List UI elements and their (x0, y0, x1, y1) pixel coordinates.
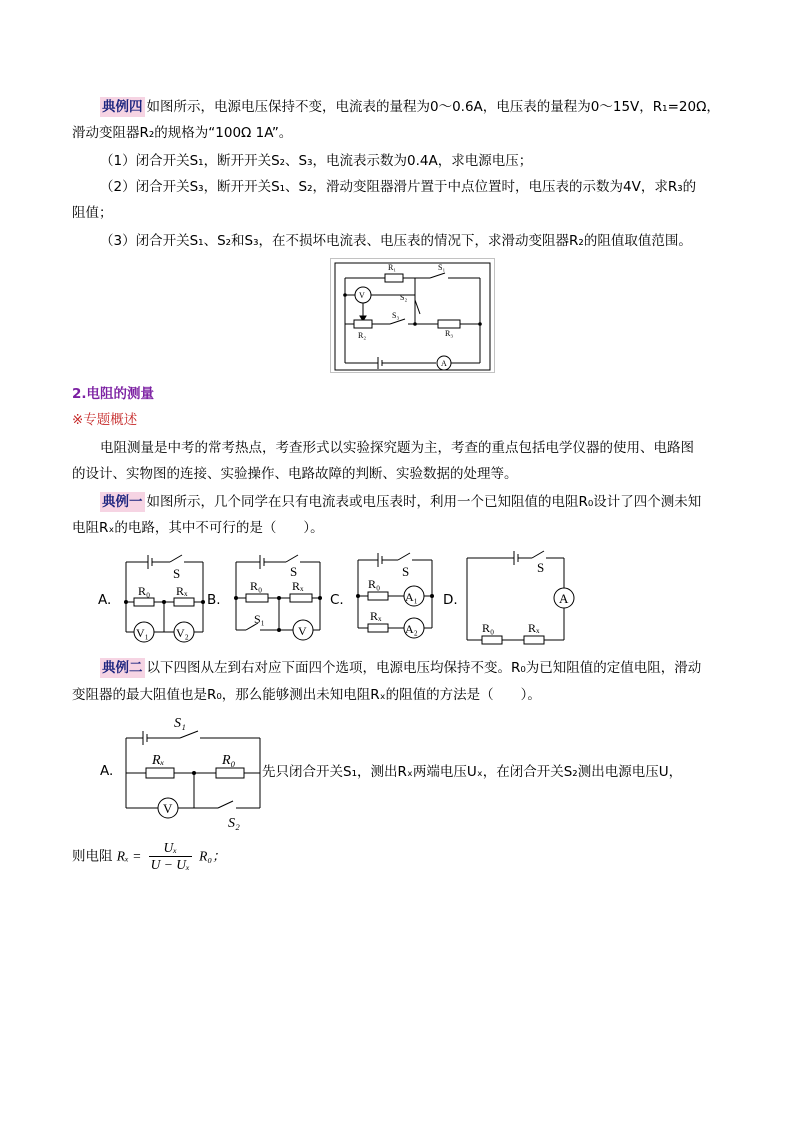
ex4-line2: 滑动变阻器R₂的规格为“100Ω 1A”。 (72, 125, 293, 141)
ex4-circuit-diagram (330, 258, 495, 373)
section2-p2: 的设计、实物图的连接、实验操作、电路故障的判断、实验数据的处理等。 (72, 466, 518, 482)
ex1-d-r0-label: R₀ (482, 621, 495, 635)
ex4-label-r3: R₃ (445, 329, 454, 338)
ex2-formula-numerator: Uₓ (149, 840, 192, 857)
ex1-circuit-a (118, 550, 208, 645)
ex2-s2-label: S₂ (228, 816, 240, 831)
ex2-formula-denominator: U − Uₓ (150, 857, 190, 872)
ex2-circuit-a (118, 713, 268, 833)
ex2-option-a-desc: 先只闭合开关S₁，测出Rₓ两端电压Uₓ，在闭合开关S₂测出电源电压U， (262, 764, 683, 780)
ex1-b-s1-label: S₁ (254, 612, 265, 626)
ex2-formula-lhs: Rₓ = (116, 848, 142, 864)
ex4-tag: 典例四 (102, 99, 143, 115)
ex1-a-v2-label: V₂ (176, 626, 189, 640)
ex4-text1: 如图所示，电源电压保持不变，电流表的量程为0～0.6A，电压表的量程为0～15V，R₁=20Ω， (146, 99, 720, 115)
ex2-rx-label: Rₓ (152, 753, 165, 768)
ex1-c-a2-label: A₂ (405, 622, 418, 636)
ex1-c-a1-label: A₁ (405, 590, 418, 604)
ex1-c-r0-label: R₀ (368, 577, 381, 591)
ex1-a-v1-label: V₁ (136, 626, 149, 640)
ex2-result-line (72, 840, 226, 873)
ex1-a-rx-label: Rₓ (176, 584, 188, 598)
ex2-formula-fraction (149, 840, 192, 873)
ex4-ammeter-label: A (441, 359, 447, 368)
ex2-line2: 变阻器的最大阻值也是R₀，那么能够测出未知电阻Rₓ的阻值的方法是（ ）。 (72, 687, 541, 703)
ex1-option-b: B. (207, 592, 221, 608)
ex1-line1 (100, 492, 701, 512)
ex1-circuit-c (350, 548, 440, 645)
ex4-q1: （1）闭合开关S₁，断开开关S₂、S₃，电流表示数为0.4A，求电源电压； (100, 153, 533, 169)
ex1-b-switch-label: S (290, 564, 298, 579)
section2-p1: 电阻测量是中考的常考热点，考查形式以实验探究题为主，考查的重点包括电学仪器的使用、电路图 (100, 440, 694, 456)
section2-overview: ※专题概述 (72, 412, 138, 428)
ex1-c-rx-label: Rₓ (370, 609, 382, 623)
ex1-a-switch-label: S (173, 566, 181, 581)
ex4-q2a: （2）闭合开关S₃，断开开关S₁、S₂，滑动变阻器滑片置于中点位置时，电压表的示数为4V，求R₃的 (100, 179, 697, 195)
ex4-q2b: 阻值； (72, 205, 113, 221)
ex1-d-rx-label: Rₓ (528, 621, 540, 635)
ex1-option-a: A. (98, 592, 112, 608)
ex4-label-s2: S₂ (400, 293, 408, 302)
ex1-line2: 电阻Rₓ的电路，其中不可行的是（ ）。 (72, 520, 324, 536)
ex4-label-r1: R₁ (388, 263, 397, 272)
ex4-label-s3: S₃ (392, 311, 400, 320)
ex4-q3: （3）闭合开关S₁、S₂和S₃，在不损坏电流表、电压表的情况下，求滑动变阻器R₂的阻值取值范围。 (100, 233, 692, 249)
ex1-text1: 如图所示，几个同学在只有电流表或电压表时，利用一个已知阻值的电阻R₀设计了四个测未知 (146, 494, 702, 510)
ex2-tag: 典例二 (102, 660, 143, 676)
ex2-text1: 以下四图从左到右对应下面四个选项，电源电压均保持不变。R₀为已知阻值的定值电阻，滑动 (146, 660, 702, 676)
ex4-voltmeter-label: V (359, 291, 365, 300)
ex1-b-v-label: V (298, 624, 307, 638)
ex1-b-r0-label: R₀ (250, 579, 263, 593)
ex2-line1 (100, 658, 701, 678)
ex2-formula-rhs: R₀； (199, 848, 226, 864)
ex4-line1 (100, 97, 720, 117)
ex1-c-switch-label: S (402, 564, 410, 579)
ex1-option-d: D. (443, 592, 458, 608)
ex1-b-rx-label: Rₓ (292, 579, 304, 593)
ex4-label-s1: S₁ (438, 263, 446, 272)
ex2-r0-label: R₀ (222, 753, 236, 768)
ex1-circuit-b (228, 550, 328, 645)
ex1-circuit-d (462, 548, 580, 645)
ex1-a-r0-label: R₀ (138, 584, 151, 598)
ex1-d-switch-label: S (537, 560, 545, 575)
ex2-option-a: A. (100, 763, 114, 779)
section2-title: 2.电阻的测量 (72, 386, 155, 402)
ex1-option-c: C. (330, 592, 344, 608)
ex1-tag: 典例一 (102, 494, 143, 510)
ex2-result-prefix: 则电阻 (72, 848, 113, 865)
ex2-v-label: V (163, 801, 173, 816)
ex2-s1-label: S₁ (174, 716, 186, 731)
ex4-label-r2: R₂ (358, 331, 367, 340)
ex1-d-a-label: A (559, 591, 569, 606)
